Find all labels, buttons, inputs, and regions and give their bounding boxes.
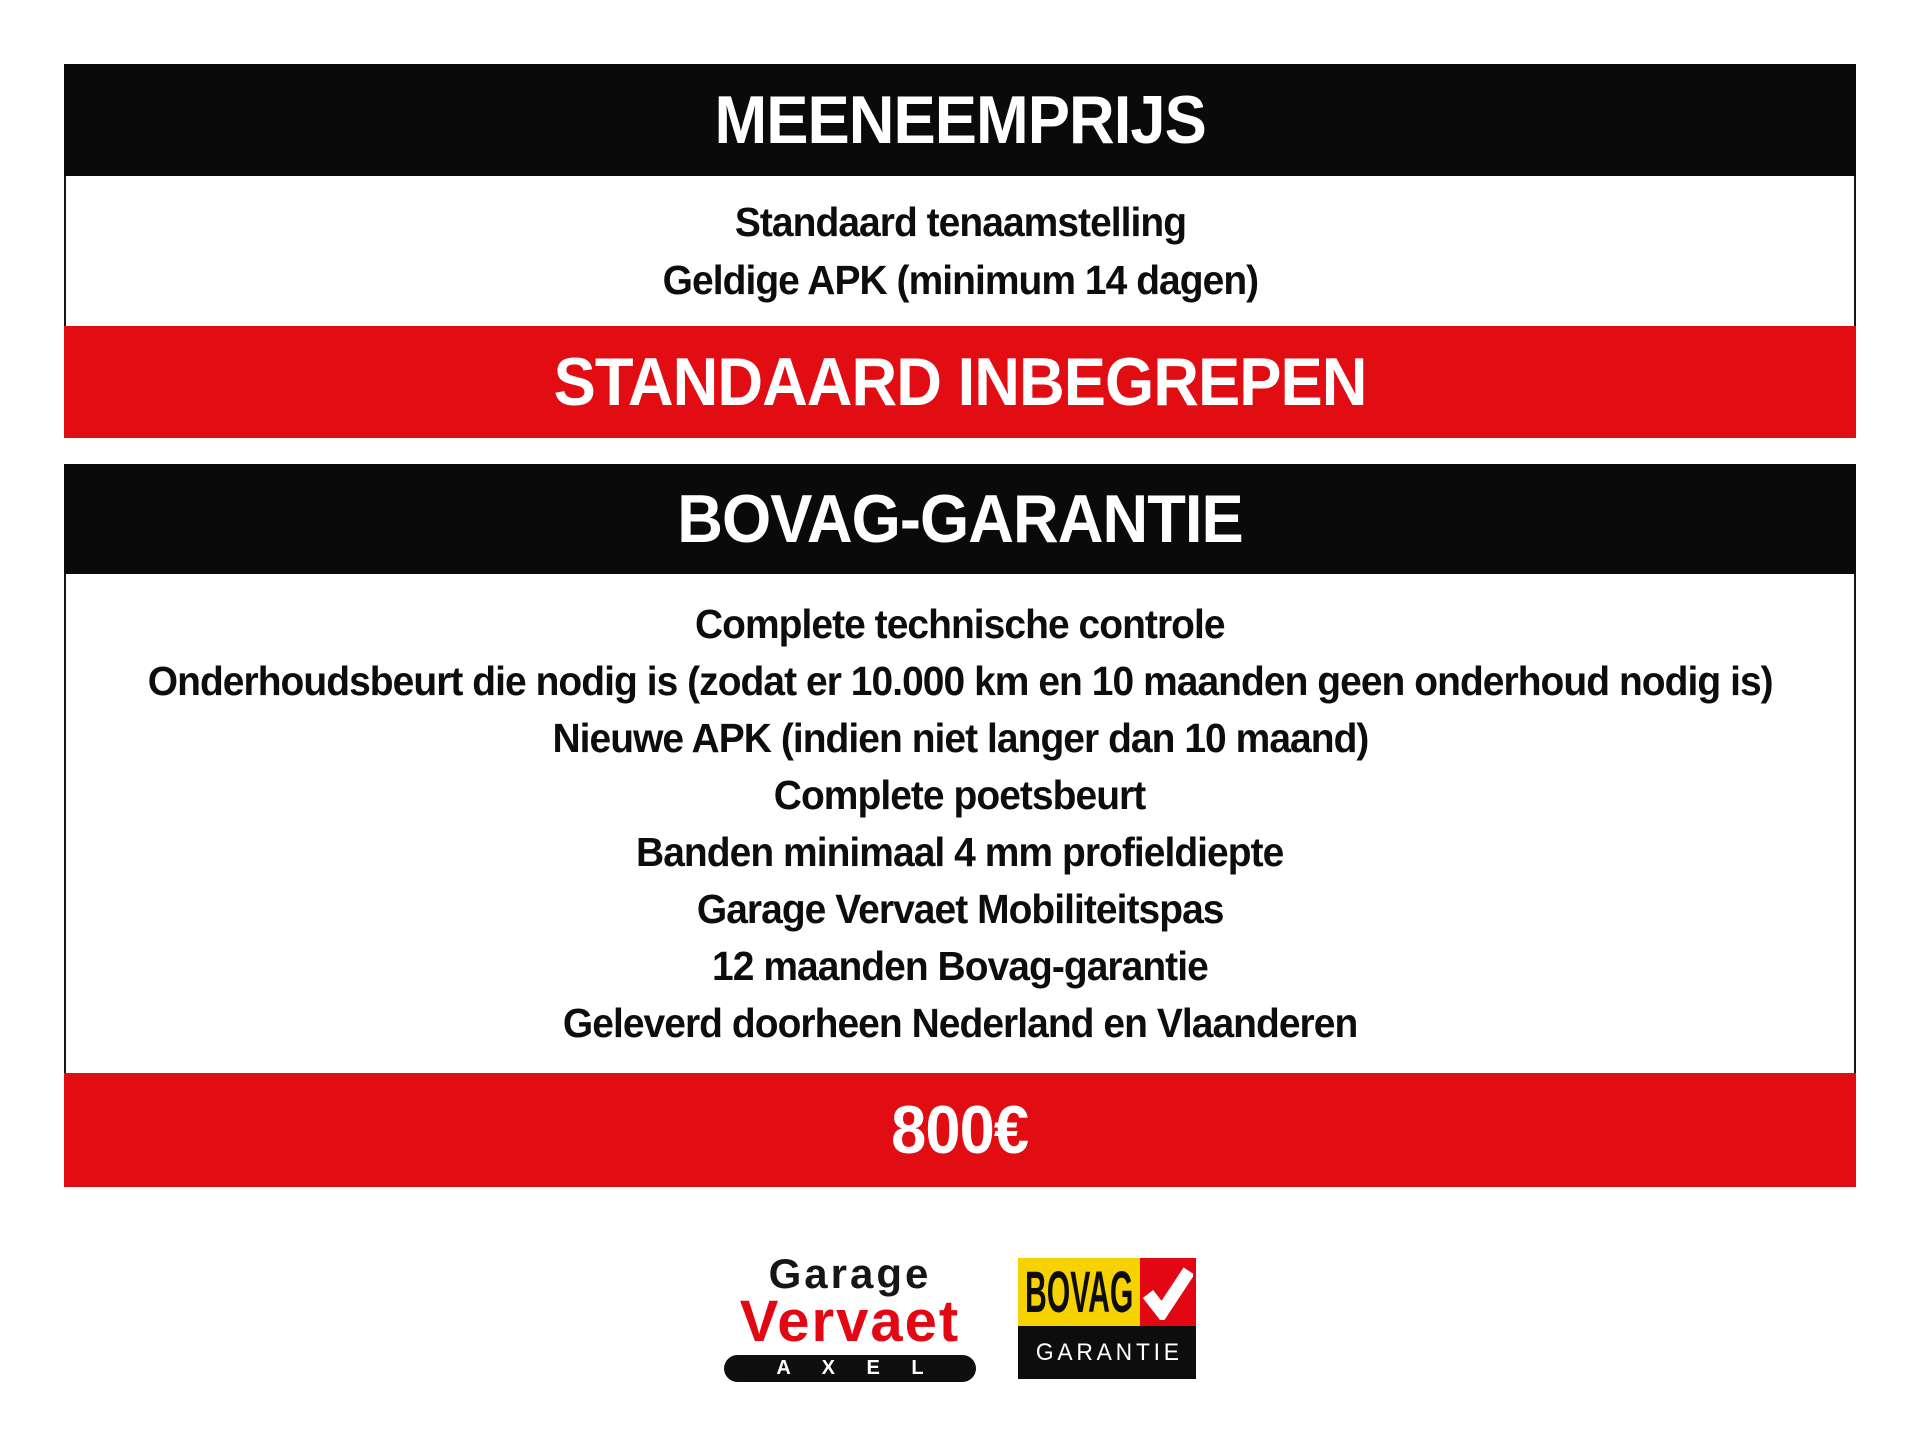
bovag-logo-top <box>1018 1258 1196 1326</box>
bovag-garantie-card <box>64 464 1856 1187</box>
meeneemprijs-header-bar <box>64 64 1856 176</box>
benefit-item: Banden minimaal 4 mm profieldiepte <box>636 828 1284 875</box>
bovag-red-cell <box>1140 1258 1196 1326</box>
meeneemprijs-title: MEENEEMPRIJS <box>714 82 1206 158</box>
condition-item: Geldige APK (minimum 14 dagen) <box>662 257 1258 303</box>
benefit-item: Geleverd doorheen Nederland en Vlaanderen <box>562 999 1358 1046</box>
condition-item: Standaard tenaamstelling <box>734 199 1186 245</box>
garage-text: Garage <box>768 1250 932 1297</box>
bovag-garantie-label: GARANTIE <box>1035 1338 1183 1366</box>
bovag-garantie-header-bar <box>64 464 1856 574</box>
bovag-garantie-logo <box>1018 1258 1196 1379</box>
bovag-garantie-title: BOVAG-GARANTIE <box>677 481 1243 557</box>
bovag-wordmark: BOVAG <box>1024 1259 1134 1325</box>
meeneemprijs-card <box>64 64 1856 438</box>
axel-badge <box>724 1355 976 1382</box>
price-bar <box>64 1073 1856 1187</box>
benefit-item: Nieuwe APK (indien niet langer dan 10 maand) <box>552 714 1368 761</box>
benefit-item: Garage Vervaet Mobiliteitspas <box>696 885 1224 932</box>
standaard-inbegrepen-bar <box>64 326 1856 438</box>
check-icon <box>1143 1264 1193 1320</box>
axel-badge-label: A X E L <box>776 1357 937 1379</box>
garage-vervaet-logo <box>724 1250 976 1382</box>
logos-row <box>0 1250 1920 1382</box>
bovag-garantie-bar <box>1018 1326 1196 1379</box>
meeneemprijs-body <box>64 176 1856 326</box>
bovag-yellow-cell <box>1018 1258 1140 1326</box>
price-label: 800€ <box>891 1092 1029 1168</box>
benefit-item: Complete poetsbeurt <box>774 771 1146 818</box>
standaard-inbegrepen-label: STANDAARD INBEGREPEN <box>553 344 1367 420</box>
benefit-item: Complete technische controle <box>695 600 1225 647</box>
vervaet-text: Vervaet <box>739 1289 961 1354</box>
bovag-garantie-body <box>64 574 1856 1073</box>
benefit-item: 12 maanden Bovag-garantie <box>712 942 1208 989</box>
benefit-item: Onderhoudsbeurt die nodig is (zodat er 10.000 km en 10 maanden geen onderhoud nodig is) <box>147 657 1773 704</box>
